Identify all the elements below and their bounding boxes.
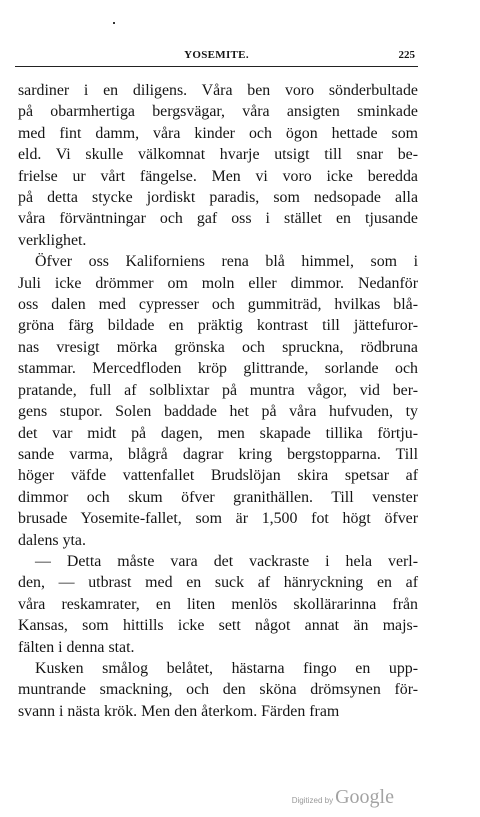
text-line: fälten i denna stat.	[18, 638, 135, 656]
text-line: Juli icke drömmer om moln eller dimmor. Nedanför	[18, 274, 418, 292]
paragraph	[18, 658, 418, 722]
text-line: dimmor och skum öfver granithällen. Till venster	[18, 488, 418, 506]
text-line: muntrande smackning, och den sköna drömsynen för-	[18, 681, 418, 699]
text-line: Kusken smålog belåtet, hästarna fingo en upp-	[35, 659, 418, 677]
text-line: pratande, full af solblixtar på muntra vågor, vid ber-	[18, 381, 418, 399]
text-line: den, — utbrast med en suck af hänryckning en af	[18, 574, 418, 592]
text-line: sardiner i en diligens. Våra ben voro sönderbultade	[18, 82, 418, 99]
running-header	[15, 49, 418, 69]
text-line: våra reskamrater, en liten menlös skollärarinna från	[18, 595, 418, 613]
paragraph	[18, 251, 418, 551]
text-line: Öfver oss Kaliforniens rena blå himmel, som i	[35, 253, 418, 271]
paragraph	[18, 551, 418, 658]
text-line: på detta stycke jordiskt paradis, som nedsopade alla	[18, 189, 418, 207]
watermark-prefix: Digitized by	[291, 796, 334, 805]
text-line: på obarmhertiga bergsvägar, våra ansigten sminkade	[18, 103, 418, 121]
paragraph	[18, 80, 418, 251]
text-line: gens stupor. Solen baddade het på våra hufvuden, ty	[18, 403, 418, 421]
text-line: — Detta måste vara det vackraste i hela verl-	[35, 552, 418, 570]
text-line: dalens yta.	[18, 531, 86, 549]
text-line: det var midt på dagen, men skapade tillika förtju-	[18, 424, 418, 442]
text-line: verklighet.	[18, 231, 87, 249]
text-line: frielse ur vårt fängelse. Men vi voro icke beredda	[18, 167, 418, 185]
header-rule	[15, 66, 418, 67]
text-line: sande varma, blågrå dagrar kring bergstopparna. Till	[18, 445, 418, 463]
text-line: gröna färg bildade en präktig kontrast till jättefuror-	[18, 317, 418, 335]
google-logo: Google	[335, 786, 394, 808]
text-line: Kansas, som hittills icke sett något annat än majs-	[18, 617, 418, 635]
text-line: våra förväntningar och gaf oss i stället en tjusande	[18, 210, 418, 228]
text-line: stammar. Mercedfloden kröp glittrande, sorlande och	[18, 360, 418, 378]
digitization-watermark	[292, 786, 394, 809]
body-text	[18, 80, 418, 722]
text-line: oss dalen med cypresser och gummiträd, hvilkas blå-	[18, 296, 418, 314]
running-title: YOSEMITE.	[184, 49, 249, 61]
text-line: med fint damm, våra kinder och ögon hettade som	[18, 124, 418, 142]
page-number: 225	[398, 49, 415, 61]
text-line: eld. Vi skulle välkomnat hvarje utsigt till snar be-	[18, 146, 418, 164]
text-line: svann i nästa krök. Men den återkom. Färden fram	[18, 702, 340, 720]
text-line: brusade Yosemite-fallet, som är 1,500 fot högt öfver	[18, 510, 418, 528]
text-line: nas vresigt mörka grönska och spruckna, rödbruna	[18, 338, 418, 356]
text-line: höger väfde vattenfallet Brudslöjan skira spetsar af	[18, 467, 418, 485]
page-speck	[113, 22, 115, 24]
